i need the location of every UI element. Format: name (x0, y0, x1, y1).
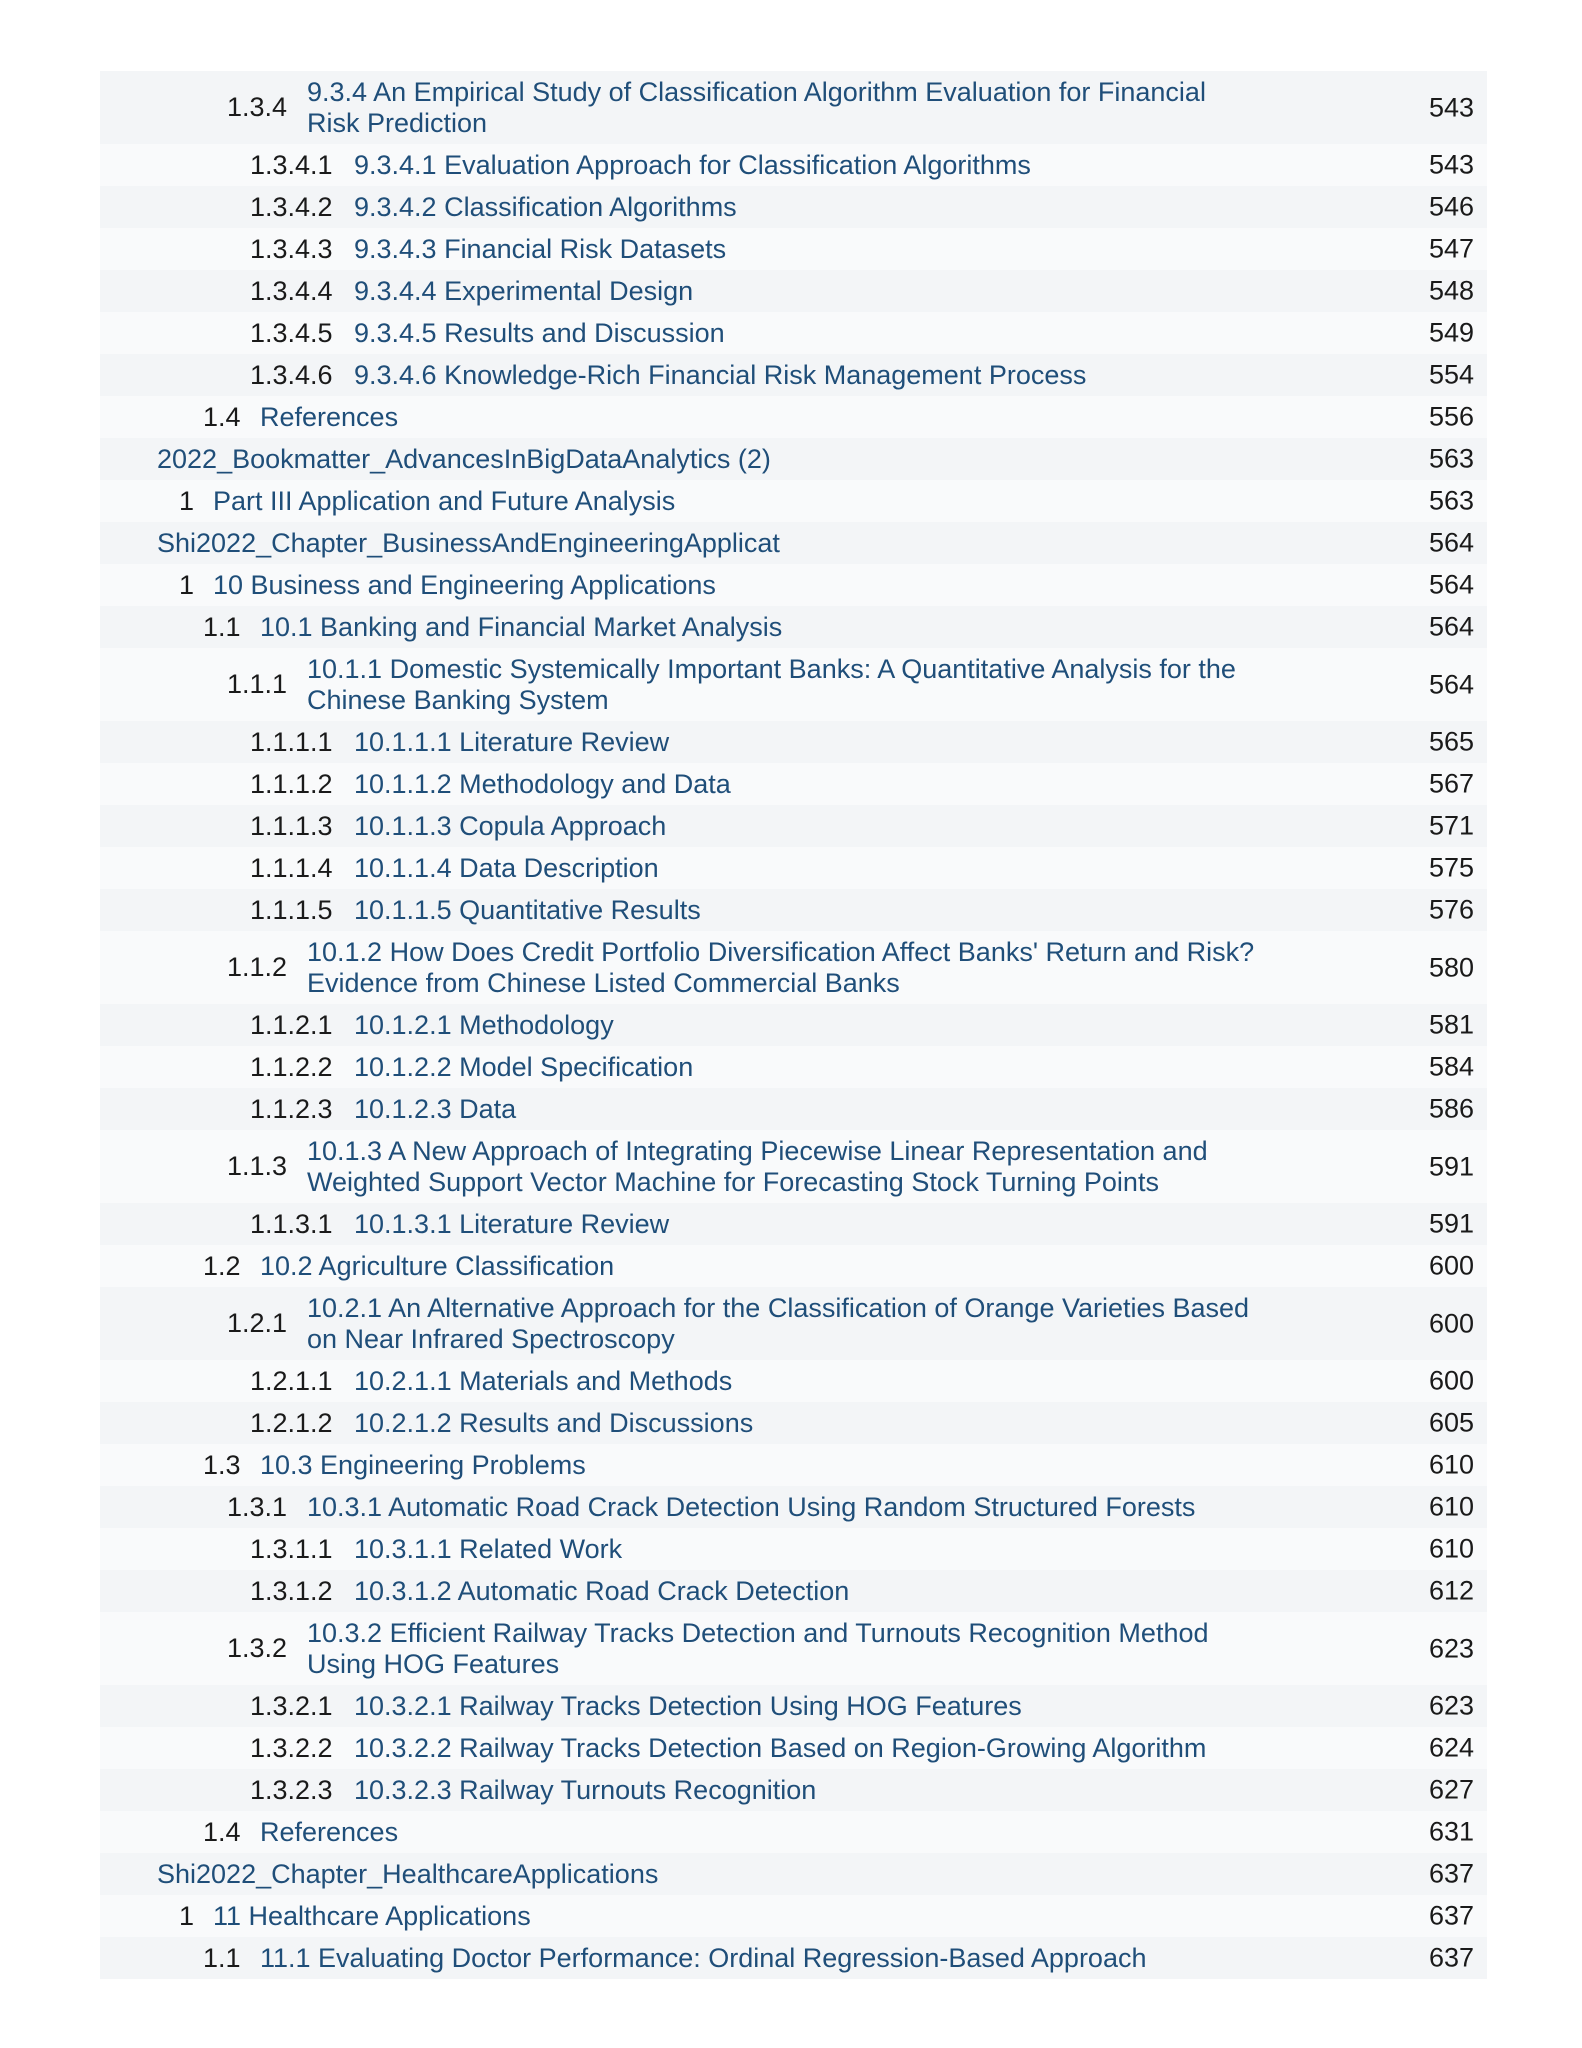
toc-entry[interactable] (100, 1937, 1487, 1979)
toc-entry[interactable] (100, 889, 1487, 931)
toc-entry[interactable] (100, 354, 1487, 396)
toc-entry-number: 1 (179, 1900, 195, 1931)
toc-entry-page-number: 612 (1428, 1575, 1474, 1606)
toc-entry-page-number: 610 (1428, 1491, 1474, 1522)
toc-entry-page-number: 580 (1428, 952, 1474, 982)
toc-entry-title-link[interactable]: 10.3.1 Automatic Road Crack Detection Using Random Structured Forests (307, 1491, 1196, 1522)
toc-entry[interactable] (100, 721, 1487, 763)
toc-entry[interactable] (100, 1811, 1487, 1853)
toc-entry-page-number: 543 (1428, 149, 1474, 180)
toc-entry[interactable] (100, 1088, 1487, 1130)
toc-entry-number: 1.1.1.4 (250, 852, 333, 883)
toc-entry-number: 1.1.2 (227, 952, 288, 982)
toc-entry-title-link[interactable]: 10.3 Engineering Problems (260, 1449, 586, 1480)
toc-entry-number: 1.1.1.3 (250, 810, 333, 841)
toc-entry-title-link[interactable]: 10.1.3.1 Literature Review (354, 1208, 670, 1239)
toc-entry[interactable] (100, 763, 1487, 805)
toc-entry-title-link[interactable]: 10.3.2.3 Railway Turnouts Recognition (354, 1774, 817, 1805)
toc-entry-number: 1.1.2.3 (250, 1093, 333, 1124)
toc-entry[interactable] (100, 396, 1487, 438)
toc-entry-title-link[interactable]: 10.2.1 An Alternative Approach for the Classification of Orange Varieties Based on Near Infrared Spectroscopy (307, 1292, 1250, 1354)
toc-entry-title-link[interactable]: 10.1.2.2 Model Specification (354, 1051, 694, 1082)
toc-entry[interactable] (100, 1685, 1487, 1727)
toc-entry-page-number: 623 (1428, 1690, 1474, 1721)
toc-entry[interactable] (100, 522, 1487, 564)
toc-entry-title-link[interactable]: 10.1.1.5 Quantitative Results (354, 894, 701, 925)
toc-entry-page-number: 575 (1428, 852, 1474, 883)
toc-entry[interactable] (100, 1130, 1487, 1203)
toc-entry[interactable] (100, 1486, 1487, 1528)
toc-entry[interactable] (100, 71, 1487, 144)
toc-entry-number: 1.3.2 (227, 1633, 288, 1663)
toc-entry-number: 1.4 (203, 1816, 241, 1847)
toc-entry-title-link[interactable]: Shi2022_Chapter_HealthcareApplications (157, 1858, 659, 1889)
toc-entry-page-number: 564 (1428, 569, 1474, 600)
toc-entry-title-link[interactable]: Part III Application and Future Analysis (213, 485, 676, 516)
toc-entry-number: 1.2.1.2 (250, 1407, 333, 1438)
toc-entry[interactable] (100, 805, 1487, 847)
toc-entry-title-link[interactable]: 9.3.4.1 Evaluation Approach for Classification Algorithms (354, 149, 1031, 180)
toc-entry-number: 1 (179, 569, 195, 600)
toc-entry-number: 1.3.4.1 (250, 149, 333, 180)
toc-entry-page-number: 637 (1428, 1942, 1474, 1973)
toc-entry-title-link[interactable]: References (260, 1816, 399, 1847)
toc-entry-page-number: 624 (1428, 1732, 1474, 1763)
toc-entry-title-link[interactable]: 10 Business and Engineering Applications (213, 569, 716, 600)
toc-entry-number: 1.3.2.3 (250, 1774, 333, 1805)
toc-entry-number: 1.2 (203, 1250, 241, 1281)
toc-entry[interactable] (100, 1727, 1487, 1769)
toc-entry[interactable] (100, 1528, 1487, 1570)
toc-entry-number: 1 (179, 485, 195, 516)
toc-entry-title-link[interactable]: References (260, 401, 399, 432)
toc-entry-title-link[interactable]: 10.3.1.2 Automatic Road Crack Detection (354, 1575, 850, 1606)
toc-entry-page-number: 627 (1428, 1774, 1474, 1805)
toc-entry-title-link[interactable]: 10.1.2.1 Methodology (354, 1009, 614, 1040)
toc-entry-page-number: 571 (1428, 810, 1474, 841)
toc-entry-title-link[interactable]: 10.1.2 How Does Credit Portfolio Diversification Affect Banks' Return and Risk? Evidence from Chinese Listed Commercial Banks (307, 936, 1255, 998)
toc-entry-title-link[interactable]: 9.3.4 An Empirical Study of Classification Algorithm Evaluation for Financial Risk Prediction (307, 76, 1206, 138)
toc-entry[interactable] (100, 1769, 1487, 1811)
toc-entry-page-number: 600 (1428, 1250, 1474, 1281)
toc-entry[interactable] (100, 1245, 1487, 1287)
toc-entry-number: 1.4 (203, 401, 241, 432)
toc-entry-page-number: 563 (1428, 485, 1474, 516)
table-of-contents (100, 71, 1487, 1979)
toc-entry-title-link[interactable]: 10.1.1 Domestic Systemically Important Banks: A Quantitative Analysis for the Chinese Banking System (307, 653, 1236, 715)
toc-entry-title-link[interactable]: 11 Healthcare Applications (213, 1900, 531, 1931)
toc-entry-title-link[interactable]: 9.3.4.5 Results and Discussion (354, 317, 725, 348)
toc-entry-number: 1.1.1.2 (250, 768, 333, 799)
toc-entry-number: 1.3.4.4 (250, 275, 333, 306)
toc-entry-page-number: 563 (1428, 443, 1474, 474)
toc-entry-title-link[interactable]: 10.3.2.2 Railway Tracks Detection Based on Region-Growing Algorithm (354, 1732, 1207, 1763)
toc-entry-page-number: 631 (1428, 1816, 1474, 1847)
toc-entry-number: 1.3.1.1 (250, 1533, 333, 1564)
toc-entry-page-number: 600 (1428, 1308, 1474, 1338)
toc-entry[interactable] (100, 1895, 1487, 1937)
toc-entry-number: 1.1 (203, 611, 241, 642)
toc-entry-title-link[interactable]: 10.3.1.1 Related Work (354, 1533, 623, 1564)
toc-entry-page-number: 637 (1428, 1900, 1474, 1931)
toc-entry-title-link[interactable]: 9.3.4.2 Classification Algorithms (354, 191, 737, 222)
toc-entry-page-number: 576 (1428, 894, 1474, 925)
toc-entry-title-link[interactable]: 11.1 Evaluating Doctor Performance: Ordinal Regression-Based Approach (260, 1942, 1147, 1973)
toc-entry-page-number: 581 (1428, 1009, 1474, 1040)
toc-entry[interactable] (100, 144, 1487, 186)
toc-entry[interactable] (100, 564, 1487, 606)
toc-entry-page-number: 623 (1428, 1633, 1474, 1663)
toc-entry-title-link[interactable]: 10.1.1.1 Literature Review (354, 726, 670, 757)
toc-entry-title-link[interactable]: 10.1 Banking and Financial Market Analysis (260, 611, 783, 642)
toc-entry-page-number: 584 (1428, 1051, 1474, 1082)
toc-entry-number: 1.1.2.2 (250, 1051, 333, 1082)
toc-entry-title-link[interactable]: 10.2 Agriculture Classification (260, 1250, 615, 1281)
toc-entry[interactable] (100, 931, 1487, 1004)
toc-entry-page-number: 610 (1428, 1449, 1474, 1480)
toc-entry[interactable] (100, 228, 1487, 270)
toc-entry-page-number: 591 (1428, 1151, 1474, 1181)
toc-entry-title-link[interactable]: Shi2022_Chapter_BusinessAndEngineeringApplicat (157, 527, 780, 558)
toc-entry-page-number: 610 (1428, 1533, 1474, 1564)
toc-entry-number: 1.1.1 (227, 669, 288, 699)
toc-entry-title-link[interactable]: 2022_Bookmatter_AdvancesInBigDataAnalytics (2) (157, 443, 771, 474)
toc-entry-page-number: 548 (1428, 275, 1474, 306)
toc-entry[interactable] (100, 847, 1487, 889)
toc-entry-title-link[interactable]: 10.1.1.3 Copula Approach (354, 810, 667, 841)
toc-entry[interactable] (100, 186, 1487, 228)
toc-entry-page-number: 605 (1428, 1407, 1474, 1438)
toc-entry-number: 1.3.4.2 (250, 191, 333, 222)
toc-entry-number: 1.2.1 (227, 1308, 288, 1338)
toc-entry-page-number: 564 (1428, 527, 1474, 558)
toc-entry-title-link[interactable]: 10.2.1.2 Results and Discussions (354, 1407, 754, 1438)
toc-entry-number: 1.3.4.3 (250, 233, 333, 264)
toc-entry[interactable] (100, 1004, 1487, 1046)
toc-entry[interactable] (100, 312, 1487, 354)
toc-entry-title-link[interactable]: 9.3.4.3 Financial Risk Datasets (354, 233, 727, 264)
toc-entry-number: 1.1.3 (227, 1151, 288, 1181)
toc-entry-number: 1.1.2.1 (250, 1009, 333, 1040)
toc-entry-title-link[interactable]: 10.1.1.4 Data Description (354, 852, 659, 883)
toc-entry-title-link[interactable]: 10.1.1.2 Methodology and Data (354, 768, 731, 799)
toc-entry[interactable] (100, 1853, 1487, 1895)
toc-entry[interactable] (100, 270, 1487, 312)
toc-entry[interactable] (100, 1203, 1487, 1245)
toc-entry-title-link[interactable]: 10.2.1.1 Materials and Methods (354, 1365, 733, 1396)
toc-entry-number: 1.3 (203, 1449, 241, 1480)
toc-entry-page-number: 547 (1428, 233, 1474, 264)
toc-entry[interactable] (100, 1444, 1487, 1486)
toc-entry-title-link[interactable]: 10.1.2.3 Data (354, 1093, 517, 1124)
toc-entry-title-link[interactable]: 9.3.4.6 Knowledge-Rich Financial Risk Management Process (354, 359, 1087, 390)
toc-entry[interactable] (100, 1287, 1487, 1360)
toc-entry-title-link[interactable]: 10.1.3 A New Approach of Integrating Piecewise Linear Representation and Weighted Support Vector Machine for Forecasting Stock Turning Points (307, 1135, 1208, 1197)
toc-entry-page-number: 565 (1428, 726, 1474, 757)
toc-entry-number: 1.3.4.6 (250, 359, 333, 390)
toc-entry-page-number: 567 (1428, 768, 1474, 799)
toc-entry[interactable] (100, 1612, 1487, 1685)
toc-entry-title-link[interactable]: 10.3.2.1 Railway Tracks Detection Using HOG Features (354, 1690, 1022, 1721)
toc-entry-page-number: 564 (1428, 669, 1474, 699)
toc-entry[interactable] (100, 648, 1487, 721)
toc-entry-page-number: 591 (1428, 1208, 1474, 1239)
toc-entry-page-number: 556 (1428, 401, 1474, 432)
toc-entry-number: 1.3.4.5 (250, 317, 333, 348)
toc-entry[interactable] (100, 438, 1487, 480)
toc-entry-page-number: 554 (1428, 359, 1474, 390)
toc-entry-title-link[interactable]: 9.3.4.4 Experimental Design (354, 275, 694, 306)
toc-entry-number: 1.3.4 (227, 92, 288, 122)
toc-entry-page-number: 543 (1428, 92, 1474, 122)
toc-entry-number: 1.1.3.1 (250, 1208, 333, 1239)
toc-entry-page-number: 637 (1428, 1858, 1474, 1889)
toc-entry-number: 1.3.1.2 (250, 1575, 333, 1606)
toc-entry-page-number: 549 (1428, 317, 1474, 348)
toc-entry-number: 1.2.1.1 (250, 1365, 333, 1396)
toc-entry-page-number: 546 (1428, 191, 1474, 222)
toc-entry-number: 1.3.2.1 (250, 1690, 333, 1721)
toc-entry-page-number: 586 (1428, 1093, 1474, 1124)
toc-entry-page-number: 600 (1428, 1365, 1474, 1396)
toc-entry[interactable] (100, 1402, 1487, 1444)
toc-entry[interactable] (100, 1360, 1487, 1402)
toc-entry[interactable] (100, 1046, 1487, 1088)
toc-entry-number: 1.3.2.2 (250, 1732, 333, 1763)
toc-entry[interactable] (100, 1570, 1487, 1612)
toc-entry-number: 1.1.1.5 (250, 894, 333, 925)
toc-entry-title-link[interactable]: 10.3.2 Efficient Railway Tracks Detection and Turnouts Recognition Method Using HOG Features (307, 1617, 1209, 1679)
toc-entry[interactable] (100, 606, 1487, 648)
toc-entry-page-number: 564 (1428, 611, 1474, 642)
toc-entry-number: 1.1.1.1 (250, 726, 333, 757)
toc-entry-number: 1.3.1 (227, 1491, 288, 1522)
toc-entry-number: 1.1 (203, 1942, 241, 1973)
toc-entry[interactable] (100, 480, 1487, 522)
